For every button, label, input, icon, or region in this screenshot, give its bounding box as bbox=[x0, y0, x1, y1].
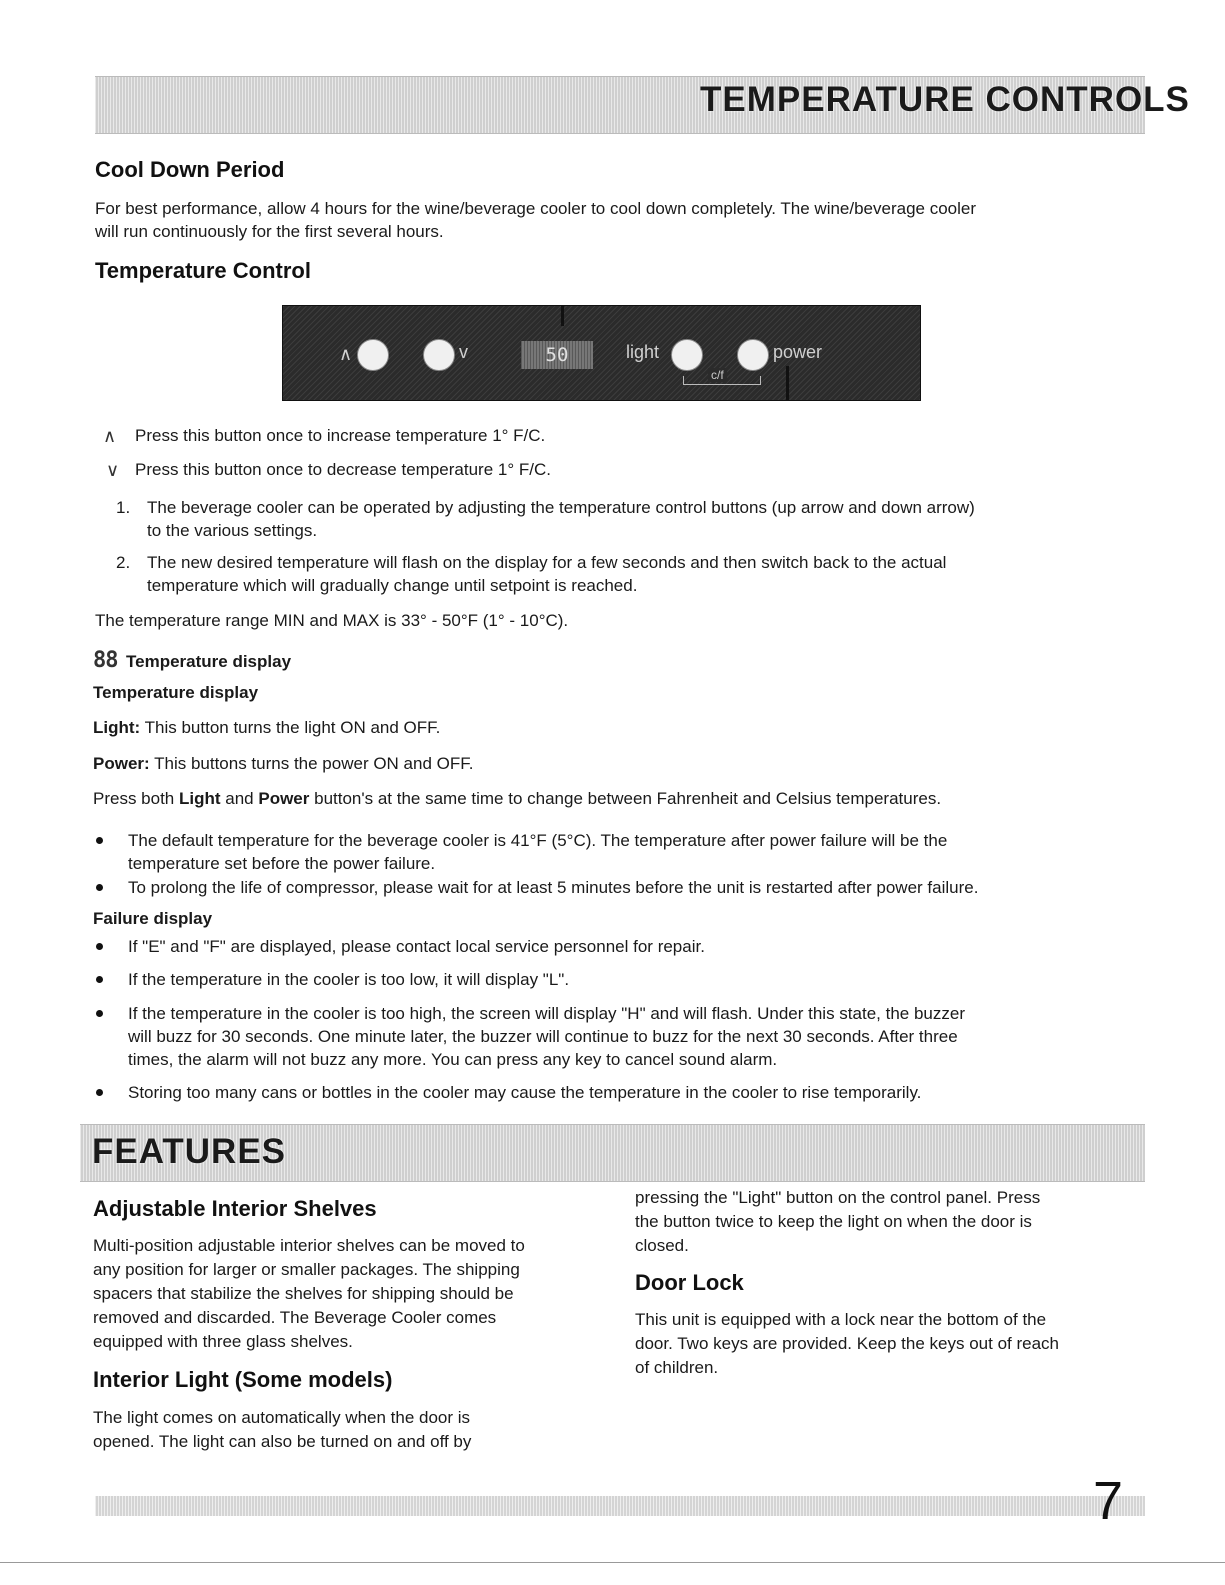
door-lock-heading: Door Lock bbox=[635, 1270, 744, 1295]
compressor-note: To prolong the life of compressor, please wait for at least 5 minutes before the unit is restarted after power failure. bbox=[128, 878, 979, 897]
cool-down-line-1: For best performance, allow 4 hours for the wine/beverage cooler to cool down completely. The wine/beverage cooler bbox=[95, 199, 977, 218]
bottom-rule bbox=[0, 1562, 1225, 1563]
step-1-number: 1. bbox=[116, 498, 131, 517]
temperature-control-heading: Temperature Control bbox=[95, 258, 311, 283]
footer-bar bbox=[95, 1496, 1145, 1516]
temperature-display-heading-2: Temperature display bbox=[93, 683, 259, 702]
bullet-dot bbox=[96, 1089, 103, 1096]
shelves-line-4: removed and discarded. The Beverage Cooler comes bbox=[93, 1308, 497, 1327]
panel-temperature-display: 50 bbox=[521, 341, 593, 369]
down-button-description: Press this button once to decrease temperature 1° F/C. bbox=[135, 460, 551, 479]
up-arrow-icon: ∧ bbox=[103, 426, 117, 446]
interior-light-line-2: opened. The light can also be turned on and off by bbox=[93, 1432, 472, 1451]
light-description: Light: This button turns the light ON and OFF. bbox=[93, 718, 441, 737]
shelves-line-5: equipped with three glass shelves. bbox=[93, 1332, 353, 1351]
shelves-line-1: Multi-position adjustable interior shelves can be moved to bbox=[93, 1236, 525, 1255]
interior-light-line-1: The light comes on automatically when the door is bbox=[93, 1408, 471, 1427]
door-lock-line-2: door. Two keys are provided. Keep the keys out of reach bbox=[635, 1334, 1059, 1353]
temperature-range: The temperature range MIN and MAX is 33° - 50°F (1° - 10°C). bbox=[95, 611, 569, 630]
features-title: FEATURES bbox=[92, 1132, 287, 1171]
step-2-line-2: temperature which will gradually change until setpoint is reached. bbox=[147, 576, 638, 595]
shelves-line-2: any position for larger or smaller packages. The shipping bbox=[93, 1260, 520, 1279]
panel-up-button[interactable] bbox=[357, 339, 389, 371]
bullet-dot bbox=[96, 884, 103, 891]
temperature-controls-title: TEMPERATURE CONTROLS bbox=[700, 80, 1190, 119]
bullet-dot bbox=[96, 976, 103, 983]
step-2-line-1: The new desired temperature will flash on the display for a few seconds and then switch back to the actual bbox=[147, 553, 947, 572]
bullet-dot bbox=[96, 837, 103, 844]
panel-cf-label: c/f bbox=[708, 368, 727, 382]
interior-light-cont-line-2: the button twice to keep the light on when the door is bbox=[635, 1212, 1032, 1231]
control-panel-image bbox=[282, 305, 921, 401]
panel-power-button[interactable] bbox=[737, 339, 769, 371]
cool-down-line-2: will run continuously for the first several hours. bbox=[95, 222, 444, 241]
page-number: 7 bbox=[1093, 1471, 1124, 1531]
step-2-number: 2. bbox=[116, 553, 131, 572]
door-lock-line-1: This unit is equipped with a lock near the bottom of the bbox=[635, 1310, 1047, 1329]
panel-power-label: power bbox=[773, 342, 823, 362]
temperature-display-heading-1: Temperature display bbox=[126, 652, 292, 671]
up-button-description: Press this button once to increase temperature 1° F/C. bbox=[135, 426, 546, 445]
adjustable-shelves-heading: Adjustable Interior Shelves bbox=[93, 1196, 377, 1221]
panel-light-button[interactable] bbox=[671, 339, 703, 371]
bullet-dot bbox=[96, 1010, 103, 1017]
failure-bullet-1: If "E" and "F" are displayed, please contact local service personnel for repair. bbox=[128, 937, 705, 956]
interior-light-cont-line-1: pressing the "Light" button on the control panel. Press bbox=[635, 1188, 1041, 1207]
step-1-line-1: The beverage cooler can be operated by adjusting the temperature control buttons (up arrow and down arrow) bbox=[147, 498, 975, 517]
failure-bullet-2: If the temperature in the cooler is too low, it will display "L". bbox=[128, 970, 570, 989]
panel-light-label: light bbox=[626, 342, 660, 362]
digit-display-icon: 88 bbox=[93, 648, 118, 673]
panel-down-label: v bbox=[459, 342, 468, 362]
panel-tick-top bbox=[561, 306, 564, 326]
failure-bullet-3-line-2: will buzz for 30 seconds. One minute later, the buzzer will continue to buzz for the next 30 seconds. After three bbox=[128, 1027, 958, 1046]
panel-tick-bottom bbox=[786, 366, 789, 400]
failure-display-heading: Failure display bbox=[93, 909, 213, 928]
failure-bullet-3-line-1: If the temperature in the cooler is too high, the screen will display "H" and will flash. Under this state, the buzzer bbox=[128, 1004, 965, 1023]
default-temp-line-2: temperature set before the power failure. bbox=[128, 854, 436, 873]
step-1-line-2: to the various settings. bbox=[147, 521, 318, 540]
fahrenheit-celsius-instruction: Press both Light and Power button's at the same time to change between Fahrenheit and Celsius temperatures. bbox=[93, 789, 942, 808]
panel-down-button[interactable] bbox=[423, 339, 455, 371]
panel-up-label: ∧ bbox=[339, 344, 353, 364]
interior-light-cont-line-3: closed. bbox=[635, 1236, 689, 1255]
shelves-line-3: spacers that stabilize the shelves for shipping should be bbox=[93, 1284, 514, 1303]
cool-down-heading: Cool Down Period bbox=[95, 157, 285, 182]
down-arrow-icon: ∨ bbox=[106, 460, 120, 480]
bullet-dot bbox=[96, 943, 103, 950]
door-lock-line-3: of children. bbox=[635, 1358, 719, 1377]
default-temp-line-1: The default temperature for the beverage cooler is 41°F (5°C). The temperature after power failure will be the bbox=[128, 831, 948, 850]
failure-bullet-3-line-3: times, the alarm will not buzz any more. You can press any key to cancel sound alarm. bbox=[128, 1050, 778, 1069]
interior-light-heading: Interior Light (Some models) bbox=[93, 1367, 393, 1392]
power-description: Power: This buttons turns the power ON and OFF. bbox=[93, 754, 474, 773]
failure-bullet-4: Storing too many cans or bottles in the cooler may cause the temperature in the cooler to rise temporarily. bbox=[128, 1083, 922, 1102]
